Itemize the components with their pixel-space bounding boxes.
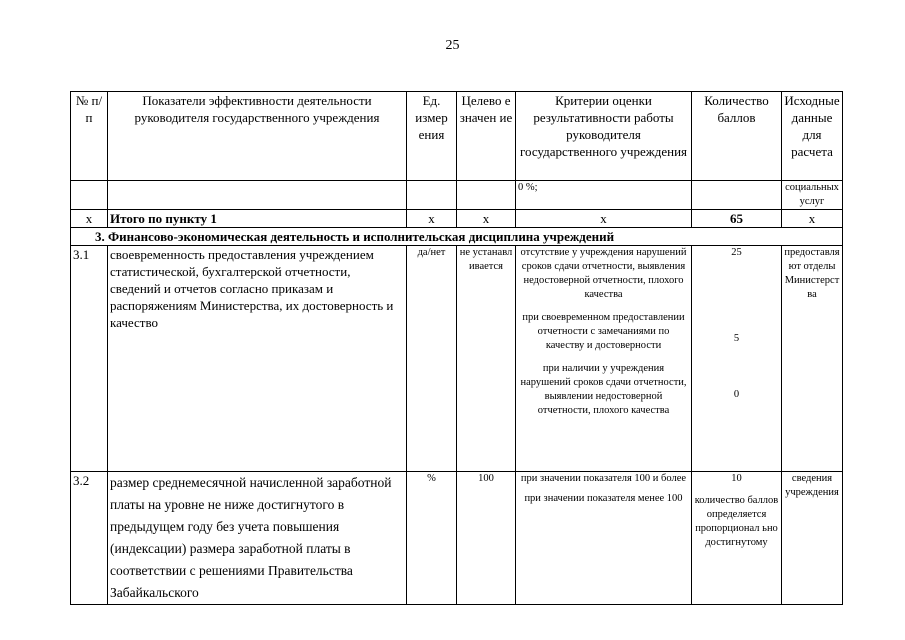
header-num: № п/п bbox=[71, 92, 108, 181]
row-3-1-criteria bbox=[516, 246, 692, 472]
continuation-row bbox=[71, 181, 843, 210]
row-3-2-points bbox=[692, 472, 782, 605]
row-3-1-points bbox=[692, 246, 782, 472]
points-1: 10 bbox=[731, 473, 742, 484]
cont-criteria: 0 %; bbox=[516, 181, 692, 210]
header-points: Количество баллов bbox=[692, 92, 782, 181]
header-criteria: Критерии оценки результативности работы руководителя государственного учреждения bbox=[516, 92, 692, 181]
header-unit: Ед. измер ения bbox=[407, 92, 457, 181]
header-indicator: Показатели эффективности деятельности руководителя государственного учреждения bbox=[108, 92, 407, 181]
row-3-1-unit: да/нет bbox=[407, 246, 457, 472]
row-3-2-num: 3.2 bbox=[71, 472, 108, 605]
cont-source: социальных услуг bbox=[782, 181, 843, 210]
points-1: 25 bbox=[731, 247, 742, 258]
row-3-2-source: сведения учреждения bbox=[782, 472, 843, 605]
points-2: количество баллов определяется пропорционал ьно достигнутому bbox=[694, 495, 779, 548]
section-title: 3. Финансово-экономическая деятельность и исполнительская дисциплина учреждений bbox=[71, 228, 843, 246]
row-3-2-criteria bbox=[516, 472, 692, 605]
total-points: 65 bbox=[692, 210, 782, 228]
row-3-2-unit: % bbox=[407, 472, 457, 605]
row-3-1-target: не устанавл ивается bbox=[457, 246, 516, 472]
total-row bbox=[71, 210, 843, 228]
table-header-row bbox=[71, 92, 843, 181]
total-criteria: x bbox=[516, 210, 692, 228]
section-header-row bbox=[71, 228, 843, 246]
criteria-2: при своевременном предоставлении отчетности с замечаниями по качеству и достоверности bbox=[522, 312, 685, 351]
header-target: Целево е значен ие bbox=[457, 92, 516, 181]
criteria-2: при значении показателя менее 100 bbox=[524, 493, 683, 504]
total-unit: x bbox=[407, 210, 457, 228]
criteria-1: при значении показателя 100 и более bbox=[520, 473, 687, 484]
header-source: Исходные данные для расчета bbox=[782, 92, 843, 181]
criteria-3: при наличии у учреждения нарушений сроков сдачи отчетности, выявлении недостоверной отчетности, плохого качества bbox=[520, 363, 687, 416]
total-label: Итого по пункту 1 bbox=[108, 210, 407, 228]
row-3-1-indicator: своевременность предоставления учреждением статистической, бухгалтерской отчетности, сведений и отчетов согласно приказам и распоряжениям Министерства, их достоверность и качество bbox=[108, 246, 407, 472]
points-2: 5 bbox=[733, 333, 740, 344]
table-row-3-2 bbox=[71, 472, 843, 605]
points-3: 0 bbox=[733, 389, 740, 400]
row-3-2-target: 100 bbox=[457, 472, 516, 605]
row-3-2-indicator: размер среднемесячной начисленной заработной платы на уровне не ниже достигнутого в предыдущем году без учета повышения (индексации) размера заработной платы в соответствии с решениями Правительства Забайкальского bbox=[108, 472, 407, 605]
indicators-table bbox=[70, 91, 843, 605]
total-target: x bbox=[457, 210, 516, 228]
total-num: x bbox=[71, 210, 108, 228]
page-number: 25 bbox=[445, 38, 460, 53]
row-3-1-num: 3.1 bbox=[71, 246, 108, 472]
table-row-3-1 bbox=[71, 246, 843, 472]
criteria-1: отсутствие у учреждения нарушений сроков сдачи отчетности, выявления недостоверной отчетности, плохого качества bbox=[520, 247, 687, 300]
total-source: x bbox=[782, 210, 843, 228]
row-3-1-source: предоставля ют отделы Министерст ва bbox=[782, 246, 843, 472]
